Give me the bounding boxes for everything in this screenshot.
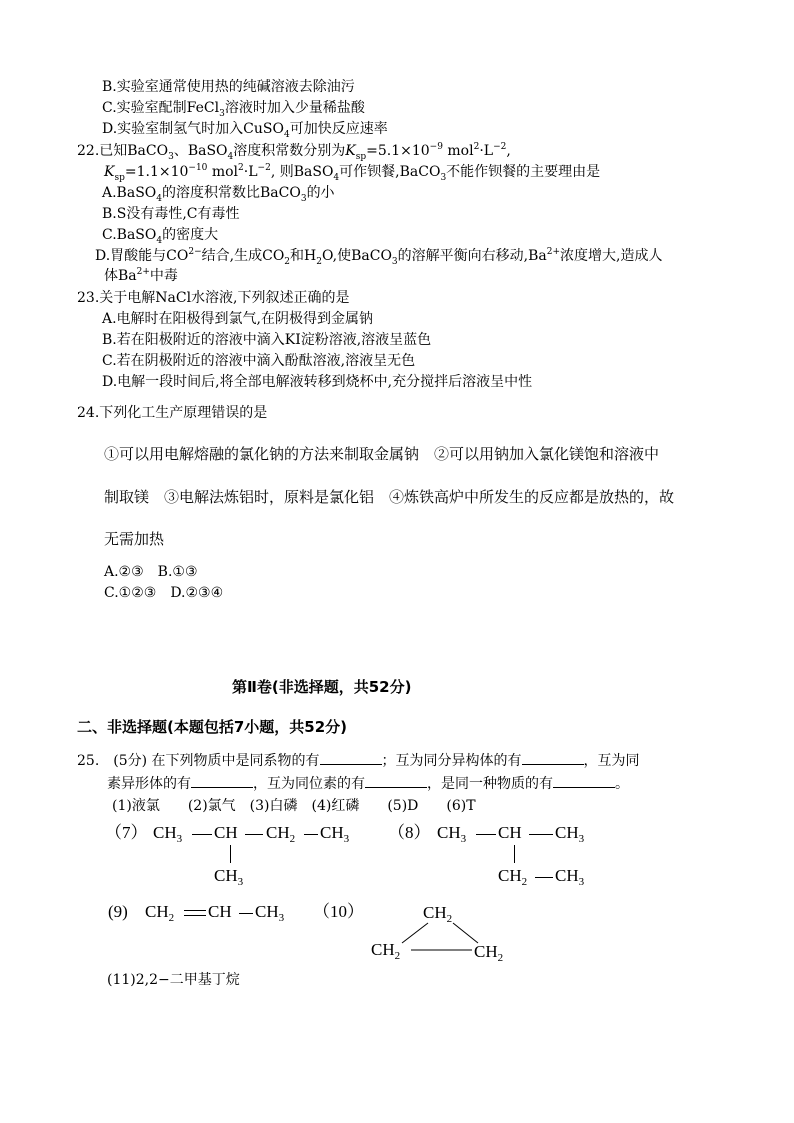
q24-statement-line1: ①可以用电解熔融的氯化钠的方法来制取金属钠 ②可以用钠加入氯化镁饱和溶液中: [104, 445, 660, 463]
section-heading: 二、非选择题(本题包括7小题，共52分): [77, 718, 348, 736]
q21-option-c: C.实验室配制FeCl$_3$溶液时加入少量稀盐酸: [102, 100, 365, 119]
q22-option-d-line1: D.胃酸能与$CO^{2-}$结合,生成$CO_2$和$H_2O$,使BaCO$_3$的溶解平衡向右移动$,Ba^{2+}$浓度增大,造成人: [95, 247, 663, 267]
structure-8-branch-ch2: $CH_2$: [498, 866, 528, 888]
q22-option-c: C.BaSO$_4$的密度大: [102, 227, 219, 246]
q21-option-d: D.实验室制氢气时加入CuSO$_4$可加快反应速率: [102, 121, 388, 140]
q25-items: (1)液氯 (2)氯气 (3)白磷 (4)红磷 (5)D (6)T: [112, 798, 476, 814]
q22-option-d-line2: 体$Ba^{2+}$中毒: [104, 267, 178, 284]
structure-8-branch-ch3: $CH_3$: [555, 866, 585, 888]
structure-8-ch: CH: [498, 823, 522, 842]
q24-statement-line3: 无需加热: [104, 530, 165, 548]
q23-option-d: D.电解一段时间后,将全部电解液转移到烧杯中,充分搅拌后溶液呈中性: [102, 374, 533, 390]
q25-line1: 25. (5分) 在下列物质中是同系物的有 ；互为同分异构体的有 ，互为同: [77, 750, 640, 771]
ring-bond-right: [453, 923, 478, 943]
q23-option-a: A.电解时在阳极得到氯气,在阴极得到金属钠: [102, 311, 374, 327]
structure-10-label: （10）: [313, 902, 364, 921]
structure-7-branch: $CH_3$: [214, 866, 244, 888]
structure-7-label: （7）: [105, 823, 148, 842]
structure-10-left: $CH_2$: [371, 940, 401, 962]
structure-9-ch2: $CH_2$: [145, 902, 175, 924]
structure-8-ch3-right: $CH_3$: [555, 823, 585, 845]
structure-9-ch: CH: [208, 902, 232, 921]
q22-option-a: A.BaSO$_4$的溶度积常数比BaCO$_3$的小: [102, 185, 335, 204]
structure-8-ch3-left: $CH_3$: [437, 823, 467, 845]
section-title: 第Ⅱ卷(非选择题，共52分): [232, 678, 412, 696]
q25-item-11: (11)2,2−二甲基丁烷: [107, 972, 240, 988]
structure-7-ch: CH: [214, 823, 238, 842]
structure-9-label: (9): [108, 902, 128, 921]
structure-8-label: （8）: [388, 823, 431, 842]
q21-option-b: B.实验室通常使用热的纯碱溶液去除油污: [102, 79, 355, 95]
q22-option-b: B.S没有毒性,C有毒性: [102, 206, 240, 222]
structure-7-ch3-right: $CH_3$: [320, 823, 350, 845]
structure-7-ch3-left: $CH_3$: [153, 823, 183, 845]
q24-statement-line2: 制取镁 ③电解法炼铝时，原料是氯化铝 ④炼铁高炉中所发生的反应都是放热的，故: [104, 488, 675, 506]
q24-stem: 24.下列化工生产原理错误的是: [77, 405, 268, 421]
q24-options-line2: C.①②③ D.②③④: [104, 585, 224, 601]
structure-7-ch2: $CH_2$: [266, 823, 296, 845]
q23-option-c: C.若在阴极附近的溶液中滴入酚酞溶液,溶液呈无色: [102, 353, 416, 369]
q23-stem: 23.关于电解NaCl水溶液,下列叙述正确的是: [77, 290, 350, 306]
q22-stem-line1: 22.已知BaCO$_3$、BaSO$_4$溶度积常数分别为$K_{sp}=5.1\times 10^{-9}$ $mol^2\cdot L^{-2}$,: [77, 142, 511, 162]
structure-9-ch3: $CH_3$: [255, 902, 285, 924]
q22-stem-line2: $K_{sp}=1.1\times 10^{-10}$ $mol^2\cdot L^{-2}$, 则BaSO$_4$可作钡餐,BaCO$_3$不能作钡餐的主要理由是: [104, 163, 601, 183]
ring-bond-left: [402, 923, 428, 943]
q24-options-line1: A.②③ B.①③: [104, 564, 198, 580]
structure-10-right: $CH_2$: [474, 942, 504, 964]
structure-10-top: $CH_2$: [423, 903, 453, 925]
q23-option-b: B.若在阳极附近的溶液中滴入KI淀粉溶液,溶液呈蓝色: [102, 332, 432, 348]
q25-line2: 素异形体的有 ，互为同位素的有 ，是同一种物质的有 。: [107, 773, 629, 794]
